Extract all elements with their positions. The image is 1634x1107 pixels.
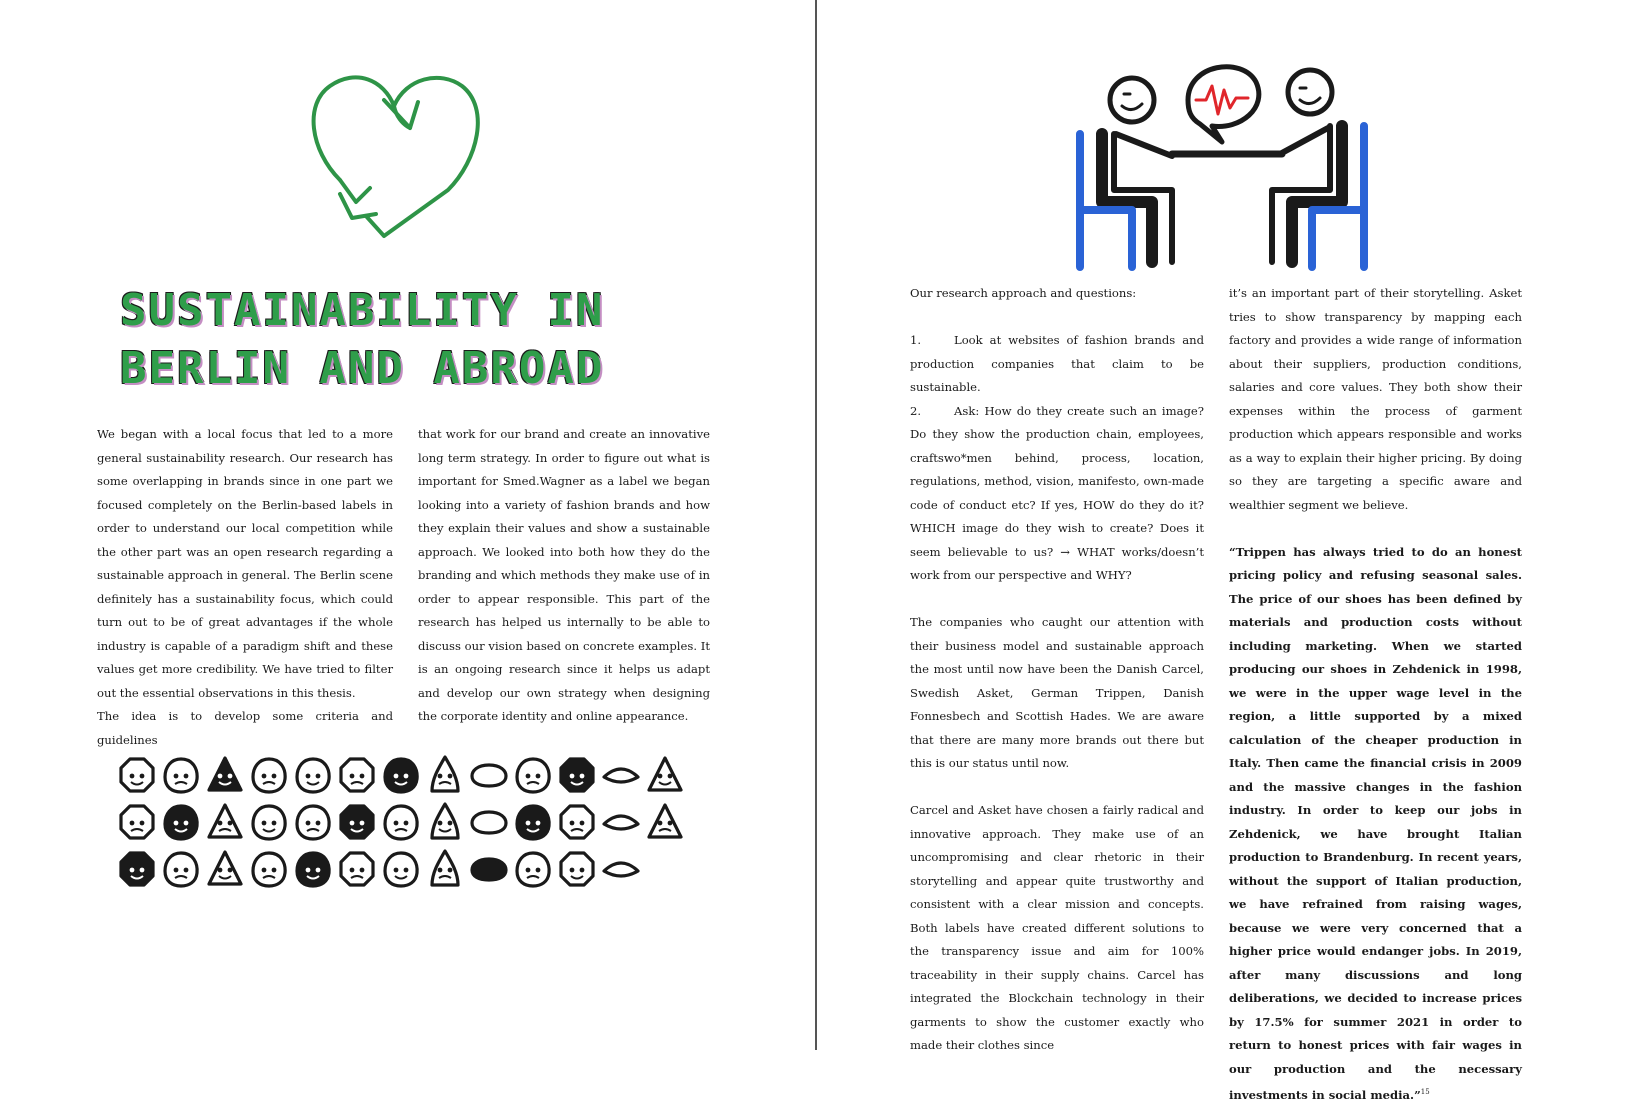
face-icon xyxy=(294,849,332,889)
face-icon xyxy=(602,802,640,842)
face-icon xyxy=(206,755,244,795)
face-icon xyxy=(294,802,332,842)
left-column-1 xyxy=(97,423,393,752)
face-icon xyxy=(514,755,552,795)
face-icon xyxy=(514,849,552,889)
face-icon xyxy=(558,802,596,842)
face-icon xyxy=(382,755,420,795)
face-icon xyxy=(294,755,332,795)
face-icon xyxy=(118,755,156,795)
face-icon xyxy=(646,755,684,795)
footnote-marker: 15 xyxy=(1421,1088,1430,1096)
face-icon xyxy=(338,849,376,889)
page-divider xyxy=(815,0,817,1050)
face-icon xyxy=(470,802,508,842)
question-1-text: Look at websites of fashion brands and production companies that claim to be sustainable. xyxy=(910,333,1204,394)
face-icon xyxy=(558,755,596,795)
face-icon xyxy=(162,802,200,842)
question-2 xyxy=(910,400,1204,588)
face-icon xyxy=(338,755,376,795)
paragraph-intro: We began with a local focus that led to a more general sustainability research. Our research has some overlapping in brands since in one part we focused completely on the Berlin-based labels in order to understand our local competition while the other part was an open research regarding a sustainable approach in general. The Berlin scene definitely has a sustainability focus, which could turn out to be of great advantages if the whole industry is capable of a paradigm shift and these values get more credibility. We have tried to filter out the essential observations in this thesis. xyxy=(97,423,393,705)
face-icon xyxy=(602,755,640,795)
right-column-2 xyxy=(1229,282,1522,1107)
question-1-number: 1. xyxy=(910,329,954,353)
left-column-2 xyxy=(418,423,710,729)
question-1 xyxy=(910,329,1204,400)
recycle-heart-icon xyxy=(300,68,500,248)
face-icon xyxy=(250,755,288,795)
face-icon xyxy=(646,802,684,842)
paragraph-asket: it’s an important part of their storytelling. Asket tries to show transparency by mapping each factory and provides a wide range of information about their suppliers, production conditions, salaries and core values. They both show their expenses within the process of garment production which appears responsible and works as a way to explain their higher pricing. By doing so they are targeting a specific aware and wealthier segment we believe. xyxy=(1229,282,1522,517)
face-icon xyxy=(250,802,288,842)
paragraph-carcel-asket: Carcel and Asket have chosen a fairly radical and innovative approach. They make use of an uncompromising and clear rhetoric in their storytelling and appear quite trustworthy and consistent with a clear mission and concepts. Both labels have created different solutions to the transparency issue and aim for 100% traceability in their supply chains. Carcel has integrated the Blockchain technology in their garments to show the customer exactly who made their clothes since xyxy=(910,799,1204,1058)
title-line-2: BERLIN AND ABROAD xyxy=(120,340,700,398)
approach-intro: Our research approach and questions: xyxy=(910,282,1204,306)
face-icon xyxy=(206,849,244,889)
face-icon xyxy=(118,802,156,842)
paragraph-companies: The companies who caught our attention with their business model and sustainable approach the most until now have been the Danish Carcel, Swedish Asket, German Trippen, Danish Fonnesbech and Scottish Hades. We are aware that there are many more brands out there but this is our status until now. xyxy=(910,611,1204,776)
face-icon xyxy=(558,849,596,889)
face-icon xyxy=(426,802,464,842)
face-icon xyxy=(602,849,640,889)
paragraph-idea: The idea is to develop some criteria and guidelines xyxy=(97,705,393,752)
paragraph-strategy: that work for our brand and create an innovative long term strategy. In order to figure out what is important for Smed.Wagner as a label we began looking into a variety of fashion brands and how they explain their values and show a sustainable approach. We looked into both how they do the branding and which methods they make use of in order to appear responsible. This part of the research has helped us internally to be able to discuss our vision based on concrete examples. It is an ongoing research since it helps us adapt and develop our own strategy when designing the corporate identity and online appearance. xyxy=(418,423,710,729)
face-icon xyxy=(426,755,464,795)
quote-text: “Trippen has always tried to do an honest pricing policy and refusing seasonal sales. The price of our shoes has been defined by materials and production costs without including marketing. When we started producing our shoes in Zehdenick in 1998, we were in the upper wage level in the region, a little supported by a mixed calculation of the cheaper production in Italy. Then came the financial crisis in 2009 and the massive changes in the fashion industry. In order to keep our jobs in Zehdenick, we have brought Italian production to Brandenburg. In recent years, without the support of Italian production, we have refrained from raising wages, because we were very concerned that a higher price would endanger jobs. In 2019, after many discussions and long deliberations, we decided to increase prices by 17.5% for summer 2021 in order to return to honest prices with fair wages in our production and the necessary investments in social media.” xyxy=(1229,545,1522,1102)
face-icon xyxy=(514,802,552,842)
title-line-1: SUSTAINABILITY IN xyxy=(120,282,700,340)
question-2-number: 2. xyxy=(910,400,954,424)
face-icon xyxy=(470,755,508,795)
face-icon xyxy=(470,849,508,889)
face-icon xyxy=(382,802,420,842)
face-icon xyxy=(426,849,464,889)
face-icon xyxy=(382,849,420,889)
conversation-illustration-icon xyxy=(1072,42,1372,287)
face-icon xyxy=(118,849,156,889)
face-icon xyxy=(206,802,244,842)
face-icon xyxy=(250,849,288,889)
page-title xyxy=(120,282,700,398)
face-icon xyxy=(338,802,376,842)
right-column-1 xyxy=(910,282,1204,1058)
face-icon xyxy=(162,755,200,795)
trippen-quote xyxy=(1229,541,1522,1107)
face-icon-grid xyxy=(118,755,686,896)
face-icon xyxy=(162,849,200,889)
question-2-text: Ask: How do they create such an image? Do they show the production chain, employees, craftswo*men behind, process, location, regulations, method, vision, manifesto, own-made code of conduct etc? If yes, HOW do they do it? WHICH image do they wish to create? Does it seem believable to us? → WHAT works/doesn’t work from our perspective and WHY? xyxy=(910,404,1204,583)
